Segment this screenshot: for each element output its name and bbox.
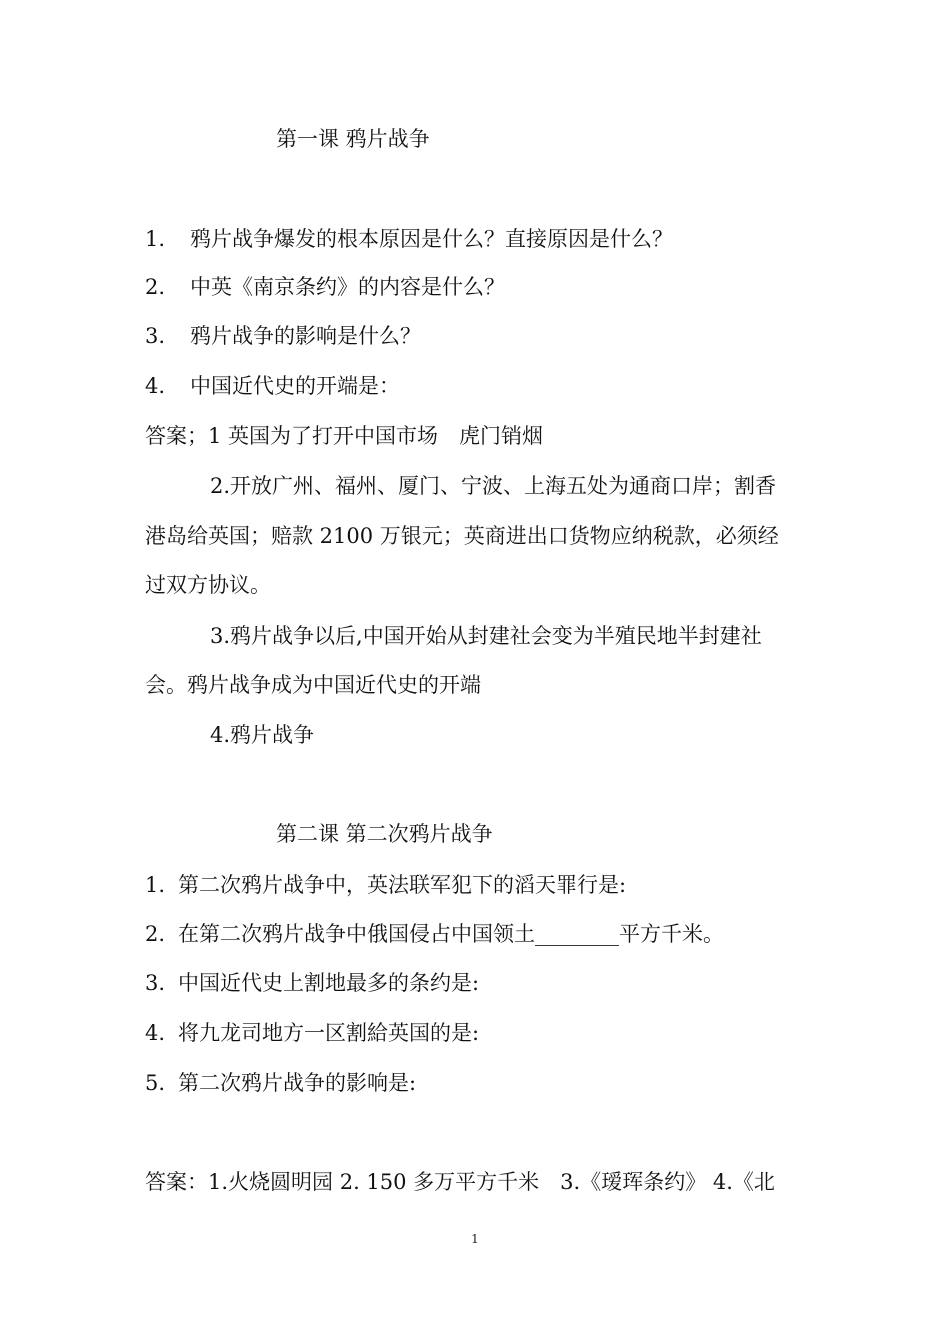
lesson1-answer-2-line-3: 过双方协议。 [145, 573, 271, 597]
lesson2-question-2 [145, 921, 724, 947]
question-text: 中国近代史上割地最多的条约是: [178, 971, 480, 995]
page-number: 1 [471, 1232, 479, 1246]
question-number: 2. [145, 922, 166, 946]
question-text: 第二次鸦片战争中，英法联军犯下的滔天罪行是: [178, 873, 627, 897]
lesson1-answer-3-line-1: 3.鸦片战争以后,中国开始从封建社会变为半殖民地半封建社 [210, 624, 762, 648]
question-number: 1. [145, 227, 166, 251]
question-text: 中英《南京条约》的内容是什么？ [190, 275, 505, 299]
lesson1-title: 第一课 鸦片战争 [276, 127, 430, 151]
question-number: 1. [145, 873, 166, 897]
question-text: 在第二次鸦片战争中俄国侵占中国领土________平方千米。 [178, 922, 724, 946]
lesson1-answer-2-line-1: 2.开放广州、福州、厦门、宁波、上海五处为通商口岸；割香 [210, 474, 777, 498]
question-text: 第二次鸦片战争的影响是: [178, 1071, 417, 1095]
question-text: 鸦片战争的影响是什么？ [190, 324, 421, 348]
lesson1-question-2 [145, 274, 505, 300]
question-text: 中国近代史的开端是： [190, 374, 400, 398]
question-number: 4. [145, 374, 166, 398]
lesson2-question-1 [145, 872, 626, 898]
lesson1-answer-1: 答案；1 英国为了打开中国市场 虎门销烟 [145, 424, 544, 448]
lesson2-question-3 [145, 970, 479, 996]
question-number: 3. [145, 324, 166, 348]
question-number: 5. [145, 1071, 166, 1095]
question-number: 3. [145, 971, 166, 995]
lesson1-answer-2-line-2: 港岛给英国；赔款 2100 万银元；英商进出口货物应纳税款，必须经 [145, 524, 779, 548]
question-number: 2. [145, 275, 166, 299]
lesson2-question-5 [145, 1070, 416, 1096]
lesson1-question-1 [145, 226, 673, 252]
lesson2-question-4 [145, 1020, 479, 1046]
lesson1-answer-4: 4.鸦片战争 [210, 723, 315, 747]
lesson2-answer-line: 答案：1.火烧圆明园 2. 150 多万平方千米 3.《瑷珲条约》 4.《北 [145, 1170, 775, 1194]
lesson1-answer-3-line-2: 会。鸦片战争成为中国近代史的开端 [145, 673, 481, 697]
lesson1-question-3 [145, 323, 421, 349]
question-text: 鸦片战争爆发的根本原因是什么？直接原因是什么？ [190, 227, 673, 251]
lesson2-title: 第二课 第二次鸦片战争 [276, 822, 493, 846]
question-text: 将九龙司地方一区割給英国的是: [178, 1021, 480, 1045]
lesson1-question-4 [145, 373, 400, 399]
question-number: 4. [145, 1021, 166, 1045]
